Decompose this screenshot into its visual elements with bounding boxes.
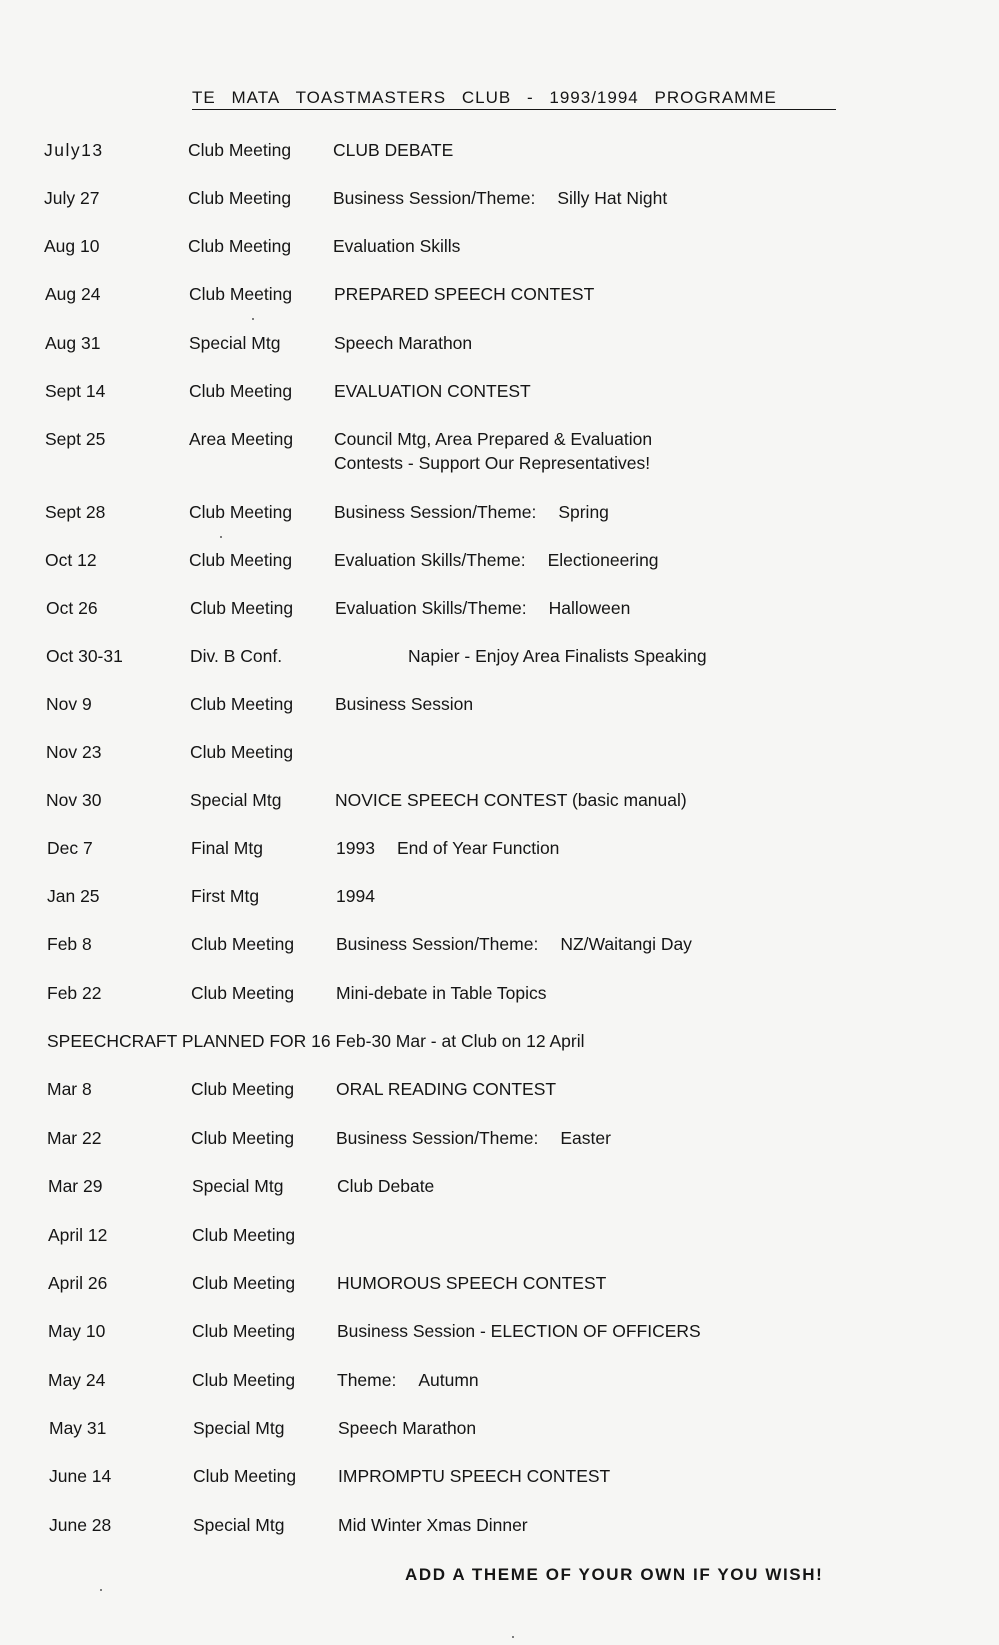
entry-meeting-type: Special Mtg — [190, 790, 282, 810]
entry-meeting-type: Club Meeting — [188, 236, 292, 256]
programme-entry — [46, 644, 946, 692]
programme-entry — [45, 500, 945, 548]
entry-description — [337, 1368, 937, 1392]
entry-description — [334, 282, 934, 306]
entry-theme-text: Spring — [558, 502, 609, 522]
programme-entry — [46, 596, 946, 644]
entry-description — [408, 644, 999, 668]
entry-description-text: Council Mtg, Area Prepared & Evaluation — [334, 429, 653, 449]
entry-description — [338, 1464, 938, 1488]
entry-date: Nov 30 — [46, 790, 102, 810]
programme-entry — [49, 1416, 949, 1464]
entry-description-text: Mini-debate in Table Topics — [336, 983, 547, 1003]
entry-meeting-type: Club Meeting — [188, 188, 292, 208]
entry-meeting-type: Club Meeting — [189, 381, 293, 401]
programme-entry — [45, 548, 945, 596]
entry-description-text: Speech Marathon — [338, 1418, 477, 1438]
entry-meeting-type: Club Meeting — [190, 694, 294, 714]
entry-description-text: Club Debate — [337, 1176, 435, 1196]
entry-date: Mar 8 — [47, 1079, 92, 1099]
entry-date: Dec 7 — [47, 838, 93, 858]
entry-description-text: NOVICE SPEECH CONTEST (basic manual) — [335, 790, 687, 810]
entry-meeting-type: Club Meeting — [190, 598, 294, 618]
entry-description-text: Speech Marathon — [334, 333, 473, 353]
entry-description — [335, 596, 935, 620]
entry-theme-text: End of Year Function — [396, 838, 560, 858]
entry-date: May 31 — [49, 1418, 107, 1438]
paper-speck — [512, 1636, 514, 1638]
programme-entry — [47, 932, 947, 980]
programme-entry — [48, 1368, 948, 1416]
entry-description — [336, 884, 936, 908]
entry-meeting-type: Club Meeting — [191, 1079, 295, 1099]
entry-description-line2: Contests - Support Our Representatives! — [334, 453, 651, 473]
programme-entry — [45, 427, 945, 475]
entry-description-text: HUMOROUS SPEECH CONTEST — [337, 1273, 607, 1293]
programme-entry — [48, 1223, 948, 1271]
entry-description-text: Theme: — [337, 1370, 397, 1390]
entry-date: Sept 14 — [45, 381, 106, 401]
entry-meeting-type: Div. B Conf. — [190, 646, 283, 666]
entry-theme-text: Easter — [560, 1128, 611, 1148]
entry-description — [337, 1174, 937, 1198]
entry-description-text: Business Session — [335, 694, 474, 714]
title-word: TOASTMASTERS — [295, 88, 447, 107]
page-title — [192, 88, 836, 110]
programme-entry — [45, 331, 945, 379]
title-word: TE — [192, 88, 216, 107]
title-word: 1993/1994 — [549, 88, 639, 107]
programme-entry — [44, 138, 944, 186]
entry-description-text: Evaluation Skills — [333, 236, 461, 256]
entry-description — [334, 427, 934, 475]
entry-meeting-type: Club Meeting — [192, 1370, 296, 1390]
entry-meeting-type: Area Meeting — [189, 429, 294, 449]
speechcraft-note: SPEECHCRAFT PLANNED FOR 16 Feb-30 Mar - at Club on 12 April — [47, 1031, 585, 1051]
entry-theme-text: Silly Hat Night — [557, 188, 668, 208]
entry-meeting-type: Special Mtg — [192, 1176, 284, 1196]
programme-entry — [47, 836, 947, 884]
entry-description-text: Business Session - ELECTION OF OFFICERS — [337, 1321, 701, 1341]
programme-entry — [47, 1126, 947, 1174]
entry-description — [334, 331, 934, 355]
programme-entry — [48, 1174, 948, 1222]
entry-theme-text: Electioneering — [547, 550, 659, 570]
entry-date: May 24 — [48, 1370, 106, 1390]
entry-date: Sept 25 — [45, 429, 106, 449]
entry-date: Mar 22 — [47, 1128, 102, 1148]
footer-note: ADD A THEME OF YOUR OWN IF YOU WISH! — [405, 1565, 824, 1584]
entry-description-text: Business Session/Theme: — [334, 502, 537, 522]
entry-description — [338, 1416, 938, 1440]
entry-date: Oct 30-31 — [46, 646, 123, 666]
entry-description-text: Mid Winter Xmas Dinner — [338, 1515, 528, 1535]
entry-meeting-type: Club Meeting — [191, 1128, 295, 1148]
title-word: - — [526, 88, 534, 107]
entry-description — [335, 692, 935, 716]
entry-description — [334, 548, 934, 572]
entry-description — [333, 138, 933, 162]
entry-description — [334, 379, 934, 403]
entry-description — [333, 186, 933, 210]
entry-description — [337, 1319, 937, 1343]
entry-date: July13 — [44, 140, 104, 160]
entry-description — [336, 1077, 936, 1101]
entry-date: Aug 24 — [45, 284, 101, 304]
entry-date: Sept 28 — [45, 502, 106, 522]
entry-description — [338, 1513, 938, 1537]
entry-meeting-type: Club Meeting — [193, 1466, 297, 1486]
programme-entry — [47, 884, 947, 932]
entry-theme-text: Autumn — [418, 1370, 479, 1390]
entry-date: Aug 10 — [44, 236, 100, 256]
entry-description-text: Business Session/Theme: — [336, 1128, 539, 1148]
entry-meeting-type: Club Meeting — [191, 983, 295, 1003]
title-word: CLUB — [461, 88, 512, 107]
entry-meeting-type: First Mtg — [191, 886, 260, 906]
entry-meeting-type: Final Mtg — [191, 838, 263, 858]
entry-date: Oct 12 — [45, 550, 97, 570]
programme-entry — [45, 379, 945, 427]
entry-meeting-type: Special Mtg — [193, 1515, 285, 1535]
entry-date: June 14 — [49, 1466, 112, 1486]
entry-date: June 28 — [49, 1515, 112, 1535]
entry-description — [335, 788, 935, 812]
entry-description-text: IMPROMPTU SPEECH CONTEST — [338, 1466, 611, 1486]
entry-date: Oct 26 — [46, 598, 98, 618]
entry-description — [333, 234, 933, 258]
entry-description — [334, 500, 934, 524]
entry-description — [336, 981, 936, 1005]
entry-description-text: EVALUATION CONTEST — [334, 381, 531, 401]
entry-date: Nov 23 — [46, 742, 102, 762]
entry-meeting-type: Club Meeting — [190, 742, 294, 762]
programme-entry — [48, 1271, 948, 1319]
entry-meeting-type: Club Meeting — [192, 1273, 296, 1293]
programme-entry — [46, 788, 946, 836]
programme-entry — [49, 1513, 949, 1561]
paper-speck — [100, 1589, 102, 1591]
entry-description-text: CLUB DEBATE — [333, 140, 454, 160]
entry-theme-text: NZ/Waitangi Day — [560, 934, 692, 954]
entry-description — [336, 1126, 936, 1150]
entry-date: April 26 — [48, 1273, 108, 1293]
entry-meeting-type: Club Meeting — [192, 1321, 296, 1341]
entry-description-text: Napier - Enjoy Area Finalists Speaking — [408, 646, 707, 666]
entry-date: Mar 29 — [48, 1176, 103, 1196]
entry-description-text: PREPARED SPEECH CONTEST — [334, 284, 595, 304]
programme-entry — [48, 1319, 948, 1367]
entry-meeting-type: Club Meeting — [189, 550, 293, 570]
entry-meeting-type: Special Mtg — [193, 1418, 285, 1438]
entry-date: Feb 22 — [47, 983, 102, 1003]
entry-description-text: Evaluation Skills/Theme: — [335, 598, 527, 618]
entry-description-text: Business Session/Theme: — [333, 188, 536, 208]
entry-description — [336, 836, 936, 860]
entry-date: Feb 8 — [47, 934, 92, 954]
entry-date: Aug 31 — [45, 333, 101, 353]
entry-meeting-type: Club Meeting — [189, 284, 293, 304]
entry-description — [337, 1271, 937, 1295]
entry-meeting-type: Club Meeting — [192, 1225, 296, 1245]
entry-date: May 10 — [48, 1321, 106, 1341]
entry-description-text: 1993 — [336, 838, 375, 858]
entry-date: Jan 25 — [47, 886, 100, 906]
programme-entry — [46, 740, 946, 788]
entry-date: Nov 9 — [46, 694, 92, 714]
programme-entry — [47, 1077, 947, 1125]
programme-entry — [49, 1464, 949, 1512]
programme-entry — [44, 234, 944, 282]
entry-meeting-type: Special Mtg — [189, 333, 281, 353]
programme-entry — [46, 692, 946, 740]
entry-description-text: ORAL READING CONTEST — [336, 1079, 557, 1099]
paper-speck — [252, 318, 254, 320]
entry-date: July 27 — [44, 188, 100, 208]
entry-theme-text: Halloween — [548, 598, 631, 618]
entry-description-text: 1994 — [336, 886, 375, 906]
entry-date: April 12 — [48, 1225, 108, 1245]
entry-meeting-type: Club Meeting — [191, 934, 295, 954]
title-word: MATA — [231, 88, 281, 107]
entry-meeting-type: Club Meeting — [188, 140, 292, 160]
entry-description — [336, 932, 936, 956]
programme-entry — [44, 186, 944, 234]
entry-description-text: Evaluation Skills/Theme: — [334, 550, 526, 570]
programme-entry — [45, 282, 945, 330]
entry-description-text: Business Session/Theme: — [336, 934, 539, 954]
entry-meeting-type: Club Meeting — [189, 502, 293, 522]
paper-speck — [220, 536, 222, 538]
programme-entry — [47, 981, 947, 1029]
title-word: PROGRAMME — [654, 88, 777, 107]
